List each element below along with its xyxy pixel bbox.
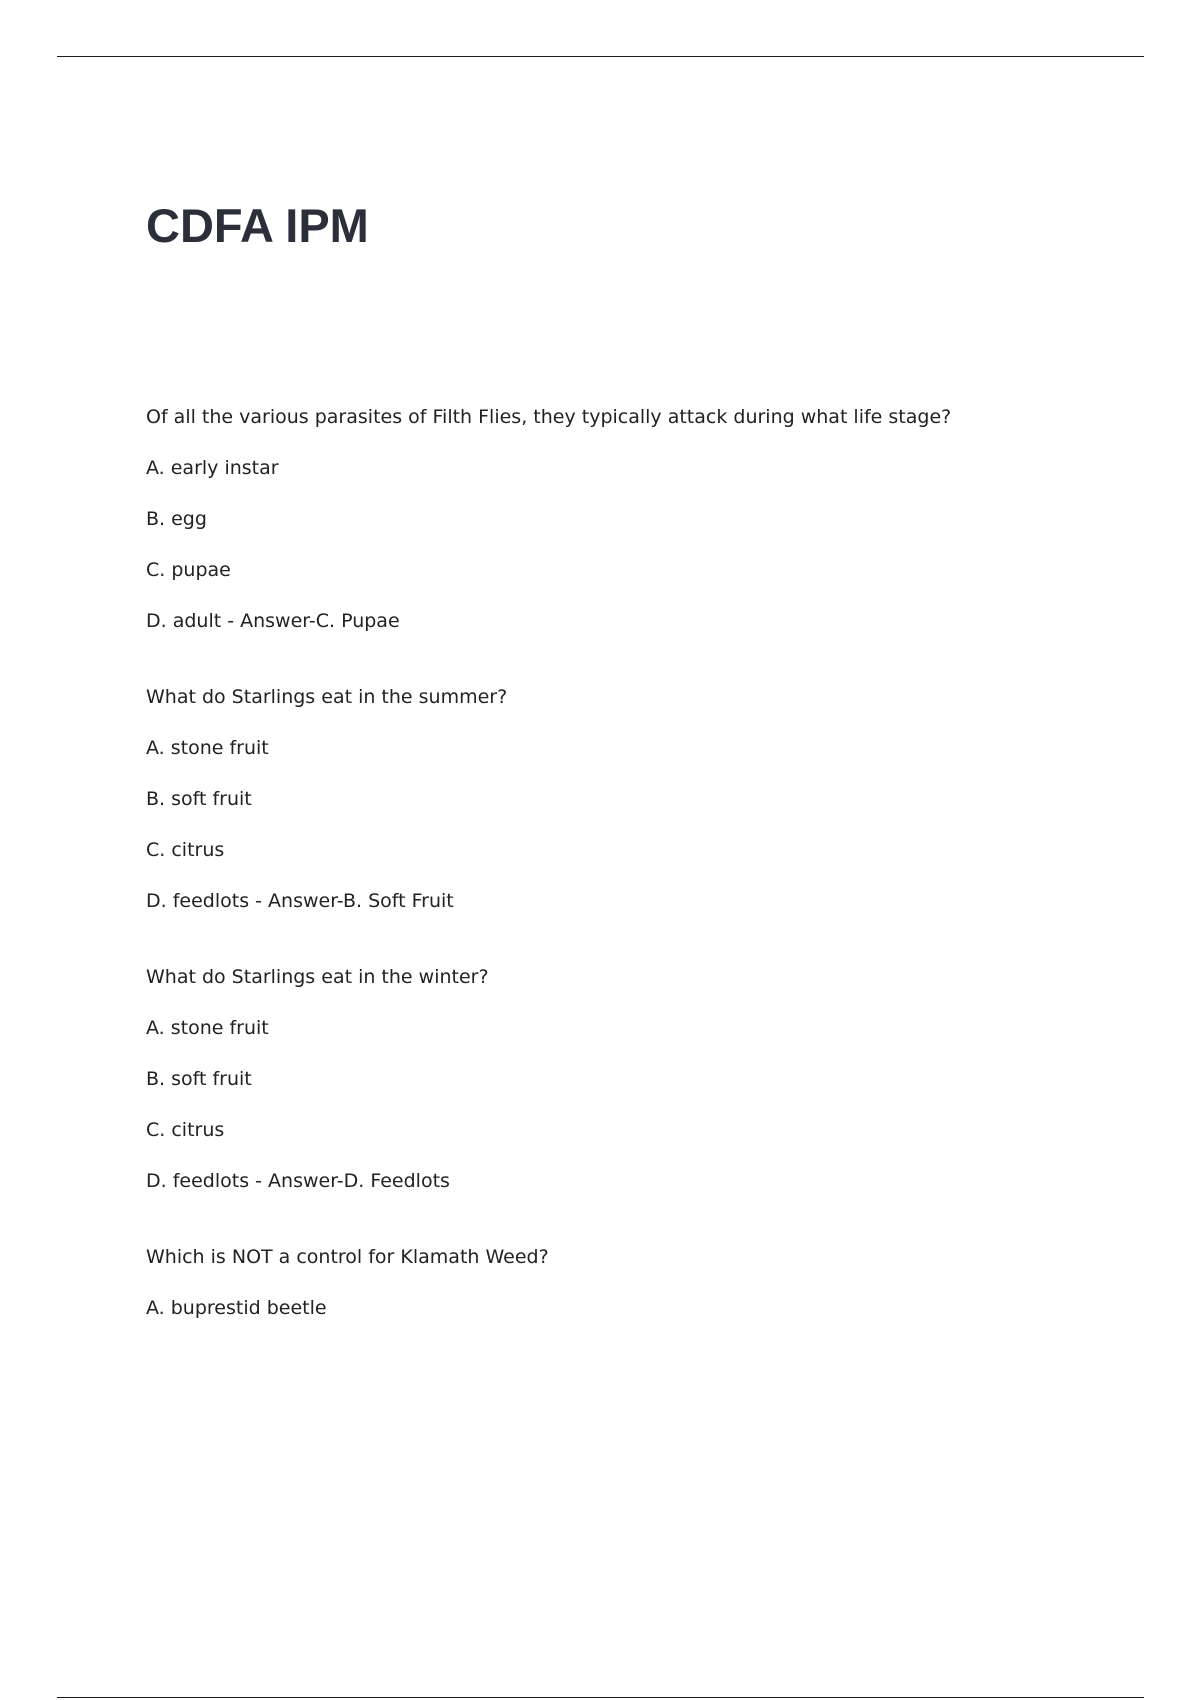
question-block bbox=[146, 685, 1126, 913]
answer-option: B. egg bbox=[146, 508, 207, 530]
answer-option: A. stone fruit bbox=[146, 1017, 269, 1039]
question-text: Of all the various parasites of Filth Flies, they typically attack during what life stage? bbox=[146, 406, 952, 428]
question-block bbox=[146, 405, 1126, 633]
answer-option: A. buprestid beetle bbox=[146, 1297, 327, 1319]
answer-option: C. citrus bbox=[146, 1119, 225, 1141]
question-block bbox=[146, 1245, 1126, 1320]
answer-option: B. soft fruit bbox=[146, 788, 252, 810]
footer-rule bbox=[57, 1697, 1144, 1698]
question-block bbox=[146, 965, 1126, 1193]
answer-option: C. citrus bbox=[146, 839, 225, 861]
answer-option: A. stone fruit bbox=[146, 737, 269, 759]
header-rule bbox=[57, 56, 1144, 57]
question-text: What do Starlings eat in the summer? bbox=[146, 686, 508, 708]
answer-option: C. pupae bbox=[146, 559, 231, 581]
answer-option: B. soft fruit bbox=[146, 1068, 252, 1090]
question-list bbox=[146, 405, 1126, 1320]
answer-option: D. feedlots - Answer-D. Feedlots bbox=[146, 1170, 450, 1192]
answer-option: D. adult - Answer-C. Pupae bbox=[146, 610, 400, 632]
answer-option: D. feedlots - Answer-B. Soft Fruit bbox=[146, 890, 454, 912]
answer-option: A. early instar bbox=[146, 457, 279, 479]
document-title: CDFA IPM bbox=[146, 199, 369, 252]
question-text: What do Starlings eat in the winter? bbox=[146, 966, 489, 988]
question-text: Which is NOT a control for Klamath Weed? bbox=[146, 1246, 549, 1268]
